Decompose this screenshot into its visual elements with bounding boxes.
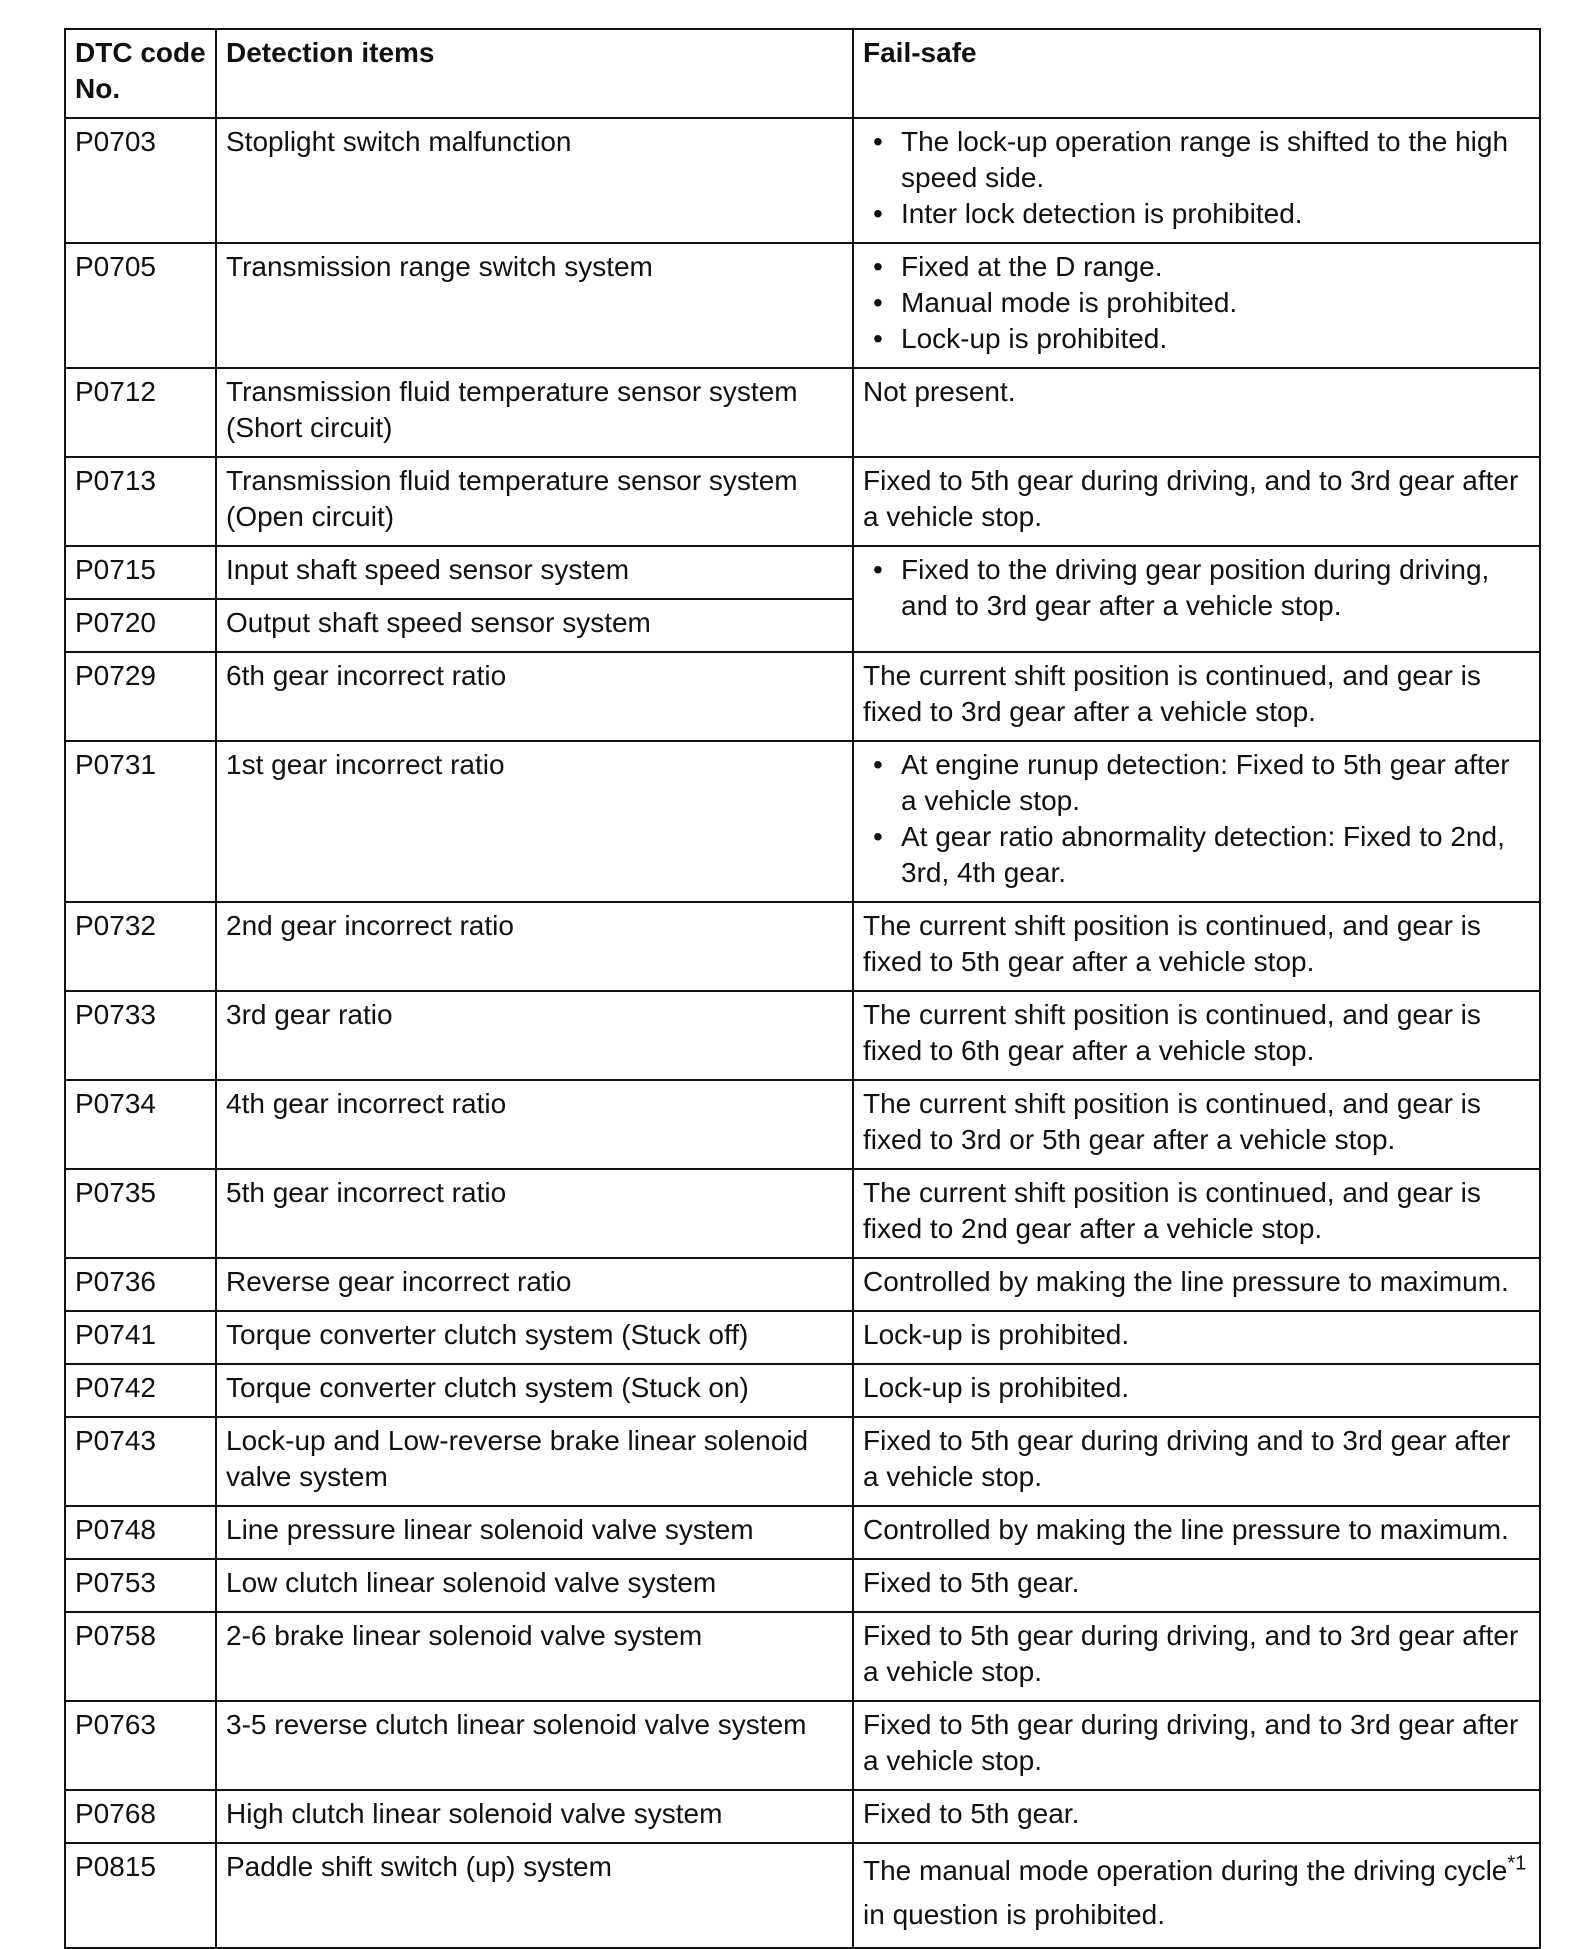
table-row bbox=[65, 1701, 1540, 1790]
table-row bbox=[65, 1080, 1540, 1169]
dtc-code: P0712 bbox=[65, 368, 216, 457]
table-row bbox=[65, 741, 1540, 902]
detection-item: Reverse gear incorrect ratio bbox=[216, 1258, 853, 1311]
dtc-code: P0815 bbox=[65, 1843, 216, 1948]
table-row bbox=[65, 1169, 1540, 1258]
dtc-code: P0731 bbox=[65, 741, 216, 902]
fail-safe-bullet: • Fixed to the driving gear position during driving, and to 3rd gear after a vehicle stop. bbox=[873, 552, 1531, 624]
fail-safe-bullet: • The lock-up operation range is shifted to the high speed side. bbox=[873, 124, 1531, 196]
dtc-code: P0736 bbox=[65, 1258, 216, 1311]
detection-item: Stoplight switch malfunction bbox=[216, 118, 853, 243]
fail-safe: The current shift position is continued, and gear is fixed to 3rd or 5th gear after a vehicle stop. bbox=[853, 1080, 1540, 1169]
header-dtc-code: DTC code No. bbox=[65, 29, 216, 118]
fail-safe-text: The manual mode operation during the driving cycle bbox=[863, 1855, 1508, 1886]
table-row bbox=[65, 652, 1540, 741]
table-row bbox=[65, 243, 1540, 368]
fail-safe: Controlled by making the line pressure to maximum. bbox=[853, 1506, 1540, 1559]
detection-item: Transmission fluid temperature sensor system (Open circuit) bbox=[216, 457, 853, 546]
fail-safe-list bbox=[863, 747, 1531, 891]
detection-item: Torque converter clutch system (Stuck off) bbox=[216, 1311, 853, 1364]
fail-safe: Controlled by making the line pressure to maximum. bbox=[853, 1258, 1540, 1311]
fail-safe: The current shift position is continued, and gear is fixed to 6th gear after a vehicle stop. bbox=[853, 991, 1540, 1080]
table-row bbox=[65, 1559, 1540, 1612]
fail-safe: Fixed to 5th gear during driving and to 3rd gear after a vehicle stop. bbox=[853, 1417, 1540, 1506]
detection-item: Line pressure linear solenoid valve system bbox=[216, 1506, 853, 1559]
fail-safe: Fixed to 5th gear during driving, and to 3rd gear after a vehicle stop. bbox=[853, 1612, 1540, 1701]
detection-item: Torque converter clutch system (Stuck on) bbox=[216, 1364, 853, 1417]
detection-item: 2-6 brake linear solenoid valve system bbox=[216, 1612, 853, 1701]
fail-safe-text: in question is prohibited. bbox=[863, 1899, 1165, 1930]
table-row bbox=[65, 1258, 1540, 1311]
fail-safe-bullet: • Lock-up is prohibited. bbox=[873, 321, 1531, 357]
fail-safe-list bbox=[863, 552, 1531, 624]
fail-safe bbox=[853, 741, 1540, 902]
header-row bbox=[65, 29, 1540, 118]
dtc-code: P0741 bbox=[65, 1311, 216, 1364]
detection-item: 6th gear incorrect ratio bbox=[216, 652, 853, 741]
fail-safe bbox=[853, 243, 1540, 368]
fail-safe: Not present. bbox=[853, 368, 1540, 457]
detection-item: Paddle shift switch (up) system bbox=[216, 1843, 853, 1948]
fail-safe-bullet: • Manual mode is prohibited. bbox=[873, 285, 1531, 321]
dtc-code: P0758 bbox=[65, 1612, 216, 1701]
fail-safe: Fixed to 5th gear. bbox=[853, 1559, 1540, 1612]
table-row bbox=[65, 1311, 1540, 1364]
dtc-code: P0768 bbox=[65, 1790, 216, 1843]
table-row bbox=[65, 457, 1540, 546]
dtc-code: P0734 bbox=[65, 1080, 216, 1169]
fail-safe-bullet: • At engine runup detection: Fixed to 5th gear after a vehicle stop. bbox=[873, 747, 1531, 819]
fail-safe: The current shift position is continued, and gear is fixed to 5th gear after a vehicle stop. bbox=[853, 902, 1540, 991]
detection-item: Lock-up and Low-reverse brake linear solenoid valve system bbox=[216, 1417, 853, 1506]
fail-safe: Lock-up is prohibited. bbox=[853, 1364, 1540, 1417]
header-detection-items: Detection items bbox=[216, 29, 853, 118]
fail-safe-bullet: • Inter lock detection is prohibited. bbox=[873, 196, 1531, 232]
dtc-code: P0742 bbox=[65, 1364, 216, 1417]
fail-safe-bullet: • Fixed at the D range. bbox=[873, 249, 1531, 285]
table-row bbox=[65, 1506, 1540, 1559]
detection-item: 5th gear incorrect ratio bbox=[216, 1169, 853, 1258]
fail-safe: Lock-up is prohibited. bbox=[853, 1311, 1540, 1364]
detection-item: 4th gear incorrect ratio bbox=[216, 1080, 853, 1169]
dtc-code: P0705 bbox=[65, 243, 216, 368]
dtc-code: P0713 bbox=[65, 457, 216, 546]
fail-safe: The current shift position is continued, and gear is fixed to 2nd gear after a vehicle stop. bbox=[853, 1169, 1540, 1258]
dtc-failsafe-table bbox=[64, 28, 1541, 1949]
table-row bbox=[65, 368, 1540, 457]
detection-item: 1st gear incorrect ratio bbox=[216, 741, 853, 902]
detection-item: 3-5 reverse clutch linear solenoid valve system bbox=[216, 1701, 853, 1790]
detection-item: Transmission fluid temperature sensor system (Short circuit) bbox=[216, 368, 853, 457]
dtc-code: P0753 bbox=[65, 1559, 216, 1612]
dtc-code: P0703 bbox=[65, 118, 216, 243]
fail-safe: The current shift position is continued, and gear is fixed to 3rd gear after a vehicle stop. bbox=[853, 652, 1540, 741]
fail-safe bbox=[853, 118, 1540, 243]
dtc-code: P0715 bbox=[65, 546, 216, 599]
detection-item: Output shaft speed sensor system bbox=[216, 599, 853, 652]
table-row bbox=[65, 991, 1540, 1080]
table-row bbox=[65, 902, 1540, 991]
fail-safe: Fixed to 5th gear during driving, and to 3rd gear after a vehicle stop. bbox=[853, 1701, 1540, 1790]
detection-item: Low clutch linear solenoid valve system bbox=[216, 1559, 853, 1612]
table-row bbox=[65, 546, 1540, 599]
fail-safe: Fixed to 5th gear. bbox=[853, 1790, 1540, 1843]
fail-safe-bullet: • At gear ratio abnormality detection: Fixed to 2nd, 3rd, 4th gear. bbox=[873, 819, 1531, 891]
detection-item: 3rd gear ratio bbox=[216, 991, 853, 1080]
detection-item: Input shaft speed sensor system bbox=[216, 546, 853, 599]
table-row bbox=[65, 1364, 1540, 1417]
dtc-code: P0763 bbox=[65, 1701, 216, 1790]
table-row bbox=[65, 1790, 1540, 1843]
dtc-code: P0743 bbox=[65, 1417, 216, 1506]
footnote-marker: *1 bbox=[1507, 1852, 1527, 1875]
dtc-code: P0748 bbox=[65, 1506, 216, 1559]
table-row bbox=[65, 118, 1540, 243]
header-fail-safe: Fail-safe bbox=[853, 29, 1540, 118]
dtc-code: P0735 bbox=[65, 1169, 216, 1258]
fail-safe: Fixed to 5th gear during driving, and to 3rd gear after a vehicle stop. bbox=[853, 457, 1540, 546]
table-row bbox=[65, 1417, 1540, 1506]
detection-item: Transmission range switch system bbox=[216, 243, 853, 368]
dtc-code: P0729 bbox=[65, 652, 216, 741]
table-row bbox=[65, 1843, 1540, 1948]
dtc-code: P0733 bbox=[65, 991, 216, 1080]
detection-item: 2nd gear incorrect ratio bbox=[216, 902, 853, 991]
fail-safe-list bbox=[863, 249, 1531, 357]
detection-item: High clutch linear solenoid valve system bbox=[216, 1790, 853, 1843]
fail-safe-list bbox=[863, 124, 1531, 232]
dtc-code: P0720 bbox=[65, 599, 216, 652]
fail-safe bbox=[853, 1843, 1540, 1948]
fail-safe bbox=[853, 546, 1540, 652]
table-row bbox=[65, 1612, 1540, 1701]
dtc-code: P0732 bbox=[65, 902, 216, 991]
